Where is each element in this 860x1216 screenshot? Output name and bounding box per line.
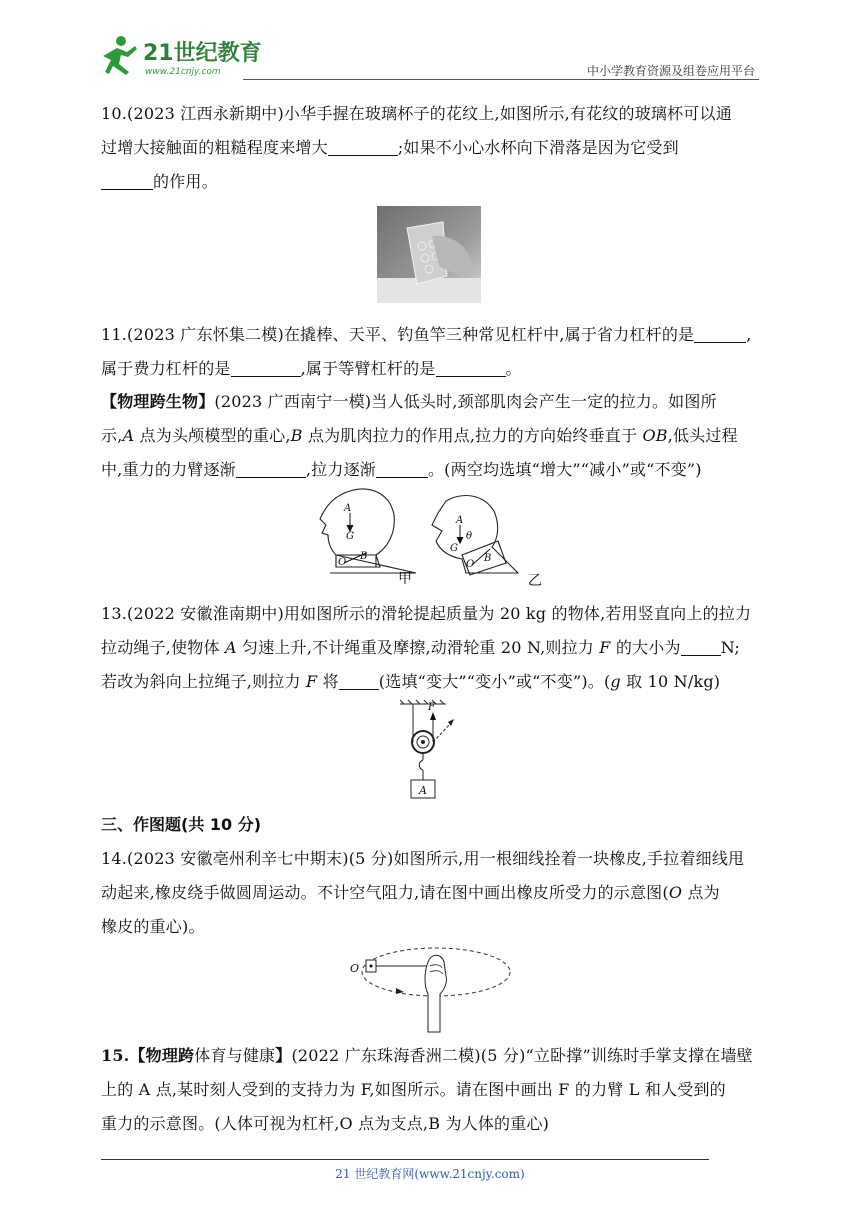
label-A: A [419, 784, 427, 797]
label-O: O [338, 557, 347, 568]
question-12 [101, 385, 763, 487]
question-10 [101, 97, 763, 199]
label-O: O [466, 559, 475, 570]
q10-line-1: 10.(2023 江西永新期中)小华手握在玻璃杯子的花纹上,如图所示,有花纹的玻璃杯可以通 [101, 104, 732, 123]
footer-divider [101, 1159, 709, 1160]
answer-blank[interactable] [376, 457, 428, 478]
question-13 [101, 597, 763, 699]
answer-blank[interactable] [101, 169, 153, 190]
answer-blank[interactable] [436, 356, 506, 377]
label-theta: θ [466, 531, 473, 542]
label-F: F [428, 702, 435, 713]
label-G: G [346, 531, 354, 542]
q14-line-3: 橡皮的重心)。 [101, 917, 205, 936]
answer-blank[interactable] [231, 356, 301, 377]
q15-line-3: 重力的示意图。(人体可视为杠杆,O 点为支点,B 为人体的重心) [101, 1114, 550, 1133]
q14-line-1: 14.(2023 安徽亳州利辛七中期末)(5 分)如图所示,用一根细线拴着一块橡皮,手拉着细线甩 [101, 849, 745, 868]
label-B: B [360, 551, 368, 562]
answer-blank[interactable] [694, 322, 746, 343]
label-O: O [350, 962, 360, 975]
q11-line-2: 属于费力杠杆的是 ,属于等臂杠杆的是 。 [101, 352, 763, 386]
logo-url: www.21cnjy.com [145, 67, 221, 77]
q13-line-2: 拉动绳子,使物体 A 匀速上升,不计绳重及摩擦,动滑轮重 20 N,则拉力 F 的大小为 N; [101, 631, 763, 665]
page-header [95, 34, 759, 80]
section-title: 三、作图题(共 10 分) [101, 815, 262, 834]
label-G: G [450, 543, 458, 554]
answer-blank[interactable] [339, 669, 379, 690]
q10-line-2: 过增大接触面的粗糙程度来增大 ;如果不小心水杯向下滑落是因为它受到 [101, 131, 763, 165]
label-A: A [344, 503, 352, 514]
platform-name: 中小学教育资源及组卷应用平台 [586, 64, 755, 78]
head-model-figure [314, 485, 546, 588]
q11-line-1: 11.(2023 广东怀集二模)在撬棒、天平、钓鱼竿三种常见杠杆中,属于省力杠杆的是 , [101, 318, 763, 352]
label-A: A [456, 515, 464, 526]
logo-text: 21世纪教育 [143, 41, 262, 66]
glass-cup-photo [377, 206, 481, 303]
q13-line-1: 13.(2022 安徽淮南期中)用如图所示的滑轮提起质量为 20 kg 的物体,若用竖直向上的拉力 [101, 604, 752, 623]
q14-line-2: 动起来,橡皮绕手做圆周运动。不计空气阻力,请在图中画出橡皮所受力的示意图(O 点为 [101, 883, 720, 902]
question-11 [101, 318, 763, 386]
q12-line-1: 【物理跨生物】(2023 广西南宁一模)当人低头时,颈部肌肉会产生一定的拉力。如图所 [101, 392, 717, 411]
figure-label-jia: 甲 [398, 571, 412, 587]
q12-line-3: 中,重力的力臂逐渐 ,拉力逐渐 。(两空均选填“增大”“减小”或“不变”) [101, 453, 763, 487]
page-footer[interactable]: 21 世纪教育网(www.21cnjy.com) [335, 1167, 525, 1181]
question-15 [101, 1039, 763, 1141]
q15-line-2: 上的 A 点,某时刻人受到的支持力为 F,如图所示。请在图中画出 F 的力臂 L 和人受到的 [101, 1080, 726, 1099]
label-B: B [484, 553, 492, 564]
pulley-figure [396, 698, 478, 802]
answer-blank[interactable] [236, 457, 306, 478]
eraser-circular-motion-figure [348, 942, 524, 1034]
question-14 [101, 842, 763, 944]
answer-blank[interactable] [328, 135, 398, 156]
q15-line-1: 15.【物理跨体育与健康】(2022 广东珠海香洲二模)(5 分)“立卧撑”训练时手掌支撑在墙壁 [101, 1046, 753, 1065]
header-divider [243, 79, 759, 80]
q13-line-3: 若改为斜向上拉绳子,则拉力 F 将 (选填“变大”“变小”或“不变”)。(g 取 10 N/kg) [101, 665, 763, 699]
answer-blank[interactable] [681, 635, 721, 656]
site-logo [95, 34, 265, 78]
q10-line-3: 的作用。 [101, 165, 763, 199]
figure-label-yi: 乙 [528, 573, 542, 588]
q12-line-2: 示,A 点为头颅模型的重心,B 点为肌肉拉力的作用点,拉力的方向始终垂直于 OB,低头过程 [101, 426, 738, 445]
